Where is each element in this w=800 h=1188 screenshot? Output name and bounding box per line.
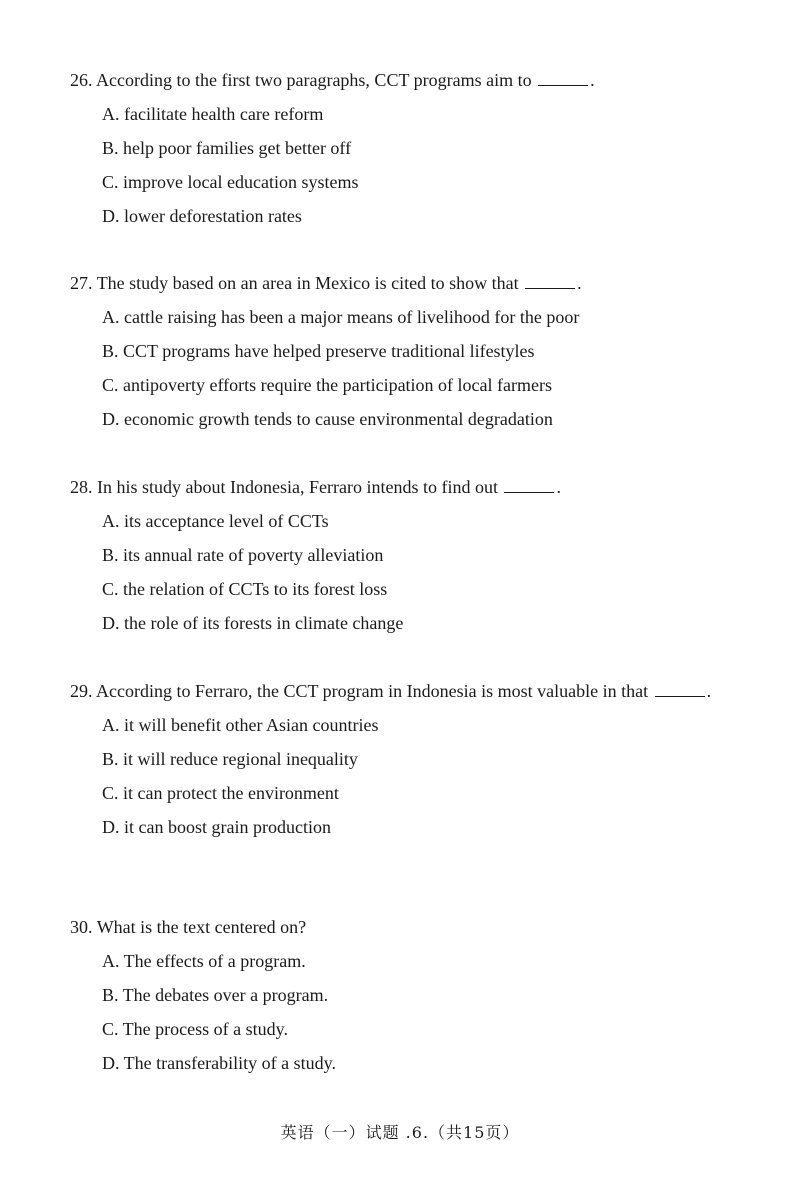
option-a: A. its acceptance level of CCTs: [102, 511, 329, 531]
question-28: [70, 470, 735, 640]
option-a: A. The effects of a program.: [102, 951, 306, 971]
answer-blank: [525, 274, 575, 289]
option-b: B. its annual rate of poverty alleviation: [102, 545, 384, 565]
question-text: What is the text centered on?: [96, 917, 307, 937]
option-d: D. it can boost grain production: [102, 817, 331, 837]
option-b: B. help poor families get better off: [102, 138, 352, 158]
question-text-end: .: [556, 477, 561, 497]
option-c: C. the relation of CCTs to its forest loss: [102, 579, 388, 599]
option-a: A. facilitate health care reform: [102, 104, 324, 124]
question-text-end: .: [706, 681, 712, 701]
question-stem: [70, 674, 735, 708]
page-footer: 英语（一）试题 .6.（共15页）: [280, 1123, 520, 1142]
question-text: According to the first two paragraphs, CCT programs aim to: [96, 70, 532, 90]
question-text: In his study about Indonesia, Ferraro intends to find out: [97, 477, 498, 497]
answer-blank: [655, 682, 705, 697]
question-27: [70, 266, 735, 436]
option-list: [70, 944, 735, 1080]
option-list: [70, 300, 735, 436]
option-a: A. it will benefit other Asian countries: [102, 715, 379, 735]
question-29: [70, 674, 735, 844]
option-d: D. economic growth tends to cause environmental degradation: [102, 409, 553, 429]
option-d: D. the role of its forests in climate change: [102, 613, 404, 633]
option-c: C. antipoverty efforts require the participation of local farmers: [102, 375, 552, 395]
question-stem: [70, 266, 735, 300]
question-text-end: .: [590, 70, 595, 90]
question-number: 27.: [70, 273, 93, 293]
answer-blank: [538, 71, 588, 86]
question-stem: [70, 470, 735, 504]
question-stem: [70, 910, 735, 944]
question-text: According to Ferraro, the CCT program in Indonesia is most valuable in that: [96, 681, 649, 701]
option-list: [70, 97, 735, 233]
option-d: D. The transferability of a study.: [102, 1053, 336, 1073]
question-number: 30.: [70, 917, 93, 937]
option-c: C. The process of a study.: [102, 1019, 288, 1039]
question-26: [70, 63, 735, 233]
option-list: [70, 504, 735, 640]
question-text-end: .: [577, 273, 582, 293]
option-list: [70, 708, 735, 844]
option-b: B. The debates over a program.: [102, 985, 329, 1005]
answer-blank: [504, 478, 554, 493]
option-b: B. CCT programs have helped preserve traditional lifestyles: [102, 341, 535, 361]
option-c: C. improve local education systems: [102, 172, 359, 192]
question-number: 28.: [70, 477, 93, 497]
option-d: D. lower deforestation rates: [102, 206, 302, 226]
option-b: B. it will reduce regional inequality: [102, 749, 358, 769]
question-number: 26.: [70, 70, 93, 90]
option-a: A. cattle raising has been a major means of livelihood for the poor: [102, 307, 580, 327]
question-stem: [70, 63, 735, 97]
question-number: 29.: [70, 681, 93, 701]
question-text: The study based on an area in Mexico is cited to show that: [96, 273, 519, 293]
question-30: [70, 910, 735, 1080]
option-c: C. it can protect the environment: [102, 783, 339, 803]
